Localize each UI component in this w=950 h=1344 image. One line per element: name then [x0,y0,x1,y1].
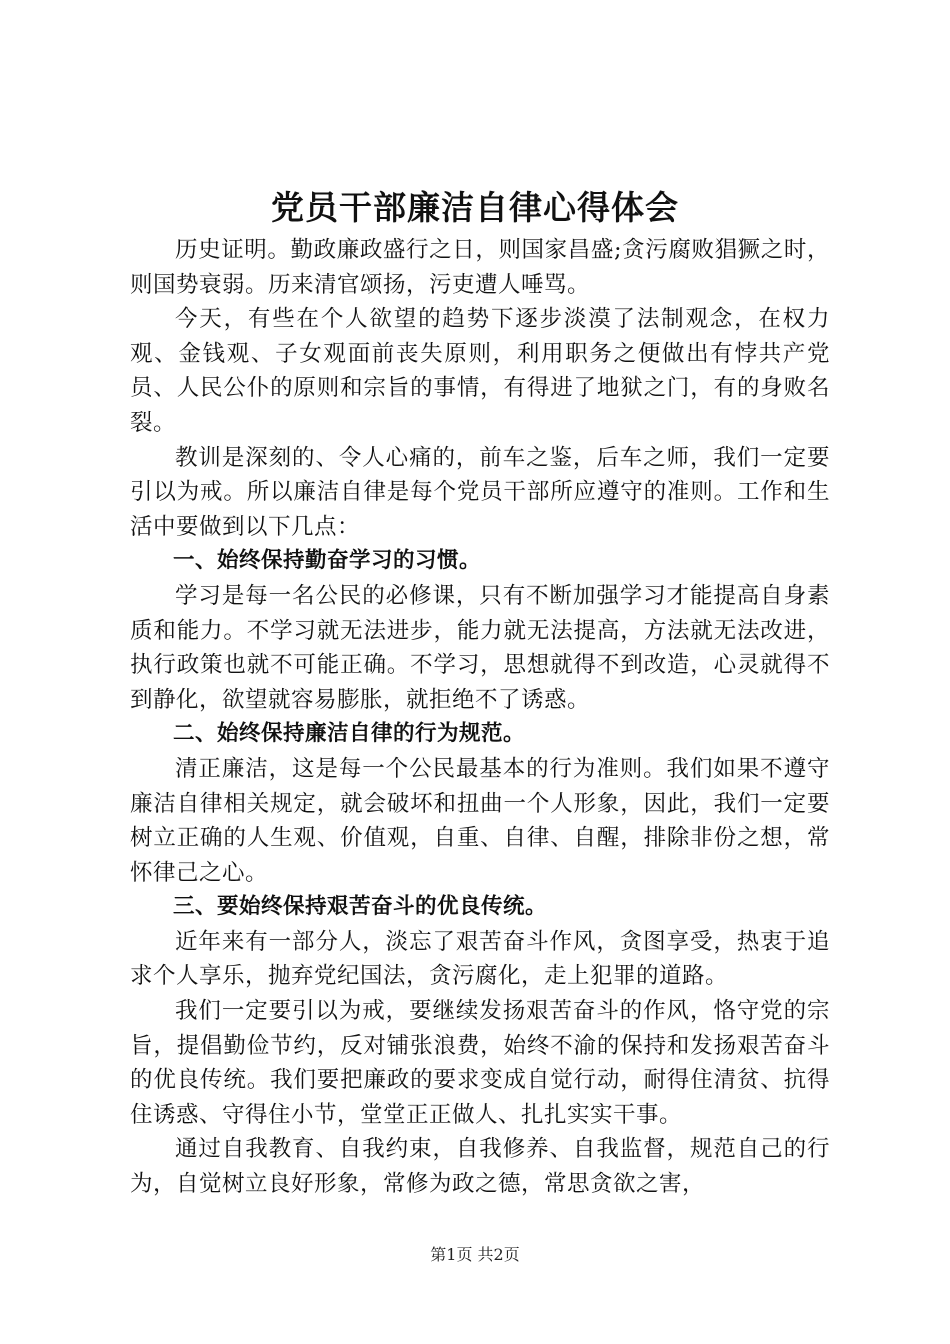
paragraph: 近年来有一部分人，淡忘了艰苦奋斗作风，贪图享受，热衷于追求个人享乐，抛弃党纪国法，贪污腐化，走上犯罪的道路。 [130,928,830,990]
paragraph: 教训是深刻的、令人心痛的，前车之鉴，后车之师，我们一定要引以为戒。所以廉洁自律是每个党员干部所应遵守的准则。工作和生活中要做到以下几点： [130,444,830,540]
section-heading: 二、始终保持廉洁自律的行为规范。 [173,721,526,747]
section-heading: 一、始终保持勤奋学习的习惯。 [173,548,482,574]
document-body [130,233,830,1202]
paragraph: 通过自我教育、自我约束，自我修养、自我监督，规范自己的行为，自觉树立良好形象，常修为政之德，常思贪欲之害， [130,1136,830,1198]
paragraph: 我们一定要引以为戒，要继续发扬艰苦奋斗的作风，恪守党的宗旨，提倡勤俭节约，反对铺张浪费，始终不渝的保持和发扬艰苦奋斗的优良传统。我们要把廉政的要求变成自觉行动，耐得住清贫、抗得住诱惑、守得住小节，堂堂正正做人、扎扎实实干事。 [130,998,830,1128]
section-heading: 三、要始终保持艰苦奋斗的优良传统。 [173,894,548,920]
paragraph: 学习是每一名公民的必修课，只有不断加强学习才能提高自身素质和能力。不学习就无法进步，能力就无法提高，方法就无法改进，执行政策也就不可能正确。不学习，思想就得不到改造，心灵就得不到静化，欲望就容易膨胀，就拒绝不了诱惑。 [130,582,830,713]
paragraph: 历史证明。勤政廉政盛行之日，则国家昌盛;贪污腐败猖獗之时，则国势衰弱。历来清官颂扬，污吏遭人唾骂。 [130,237,830,298]
page-number-footer: 第1页 共2页 [430,1245,520,1264]
paragraph: 今天，有些在个人欲望的趋势下逐步淡漠了法制观念，在权力观、金钱观、子女观面前丧失原则，利用职务之便做出有悖共产党员、人民公仆的原则和宗旨的事情，有得进了地狱之门，有的身败名裂。 [130,306,830,436]
paragraph: 清正廉洁，这是每一个公民最基本的行为准则。我们如果不遵守廉洁自律相关规定，就会破坏和扭曲一个人形象，因此，我们一定要树立正确的人生观、价值观，自重、自律、自醒，排除非份之想，常怀律己之心。 [130,755,830,886]
page-title: 党员干部廉洁自律心得体会 [271,188,679,227]
